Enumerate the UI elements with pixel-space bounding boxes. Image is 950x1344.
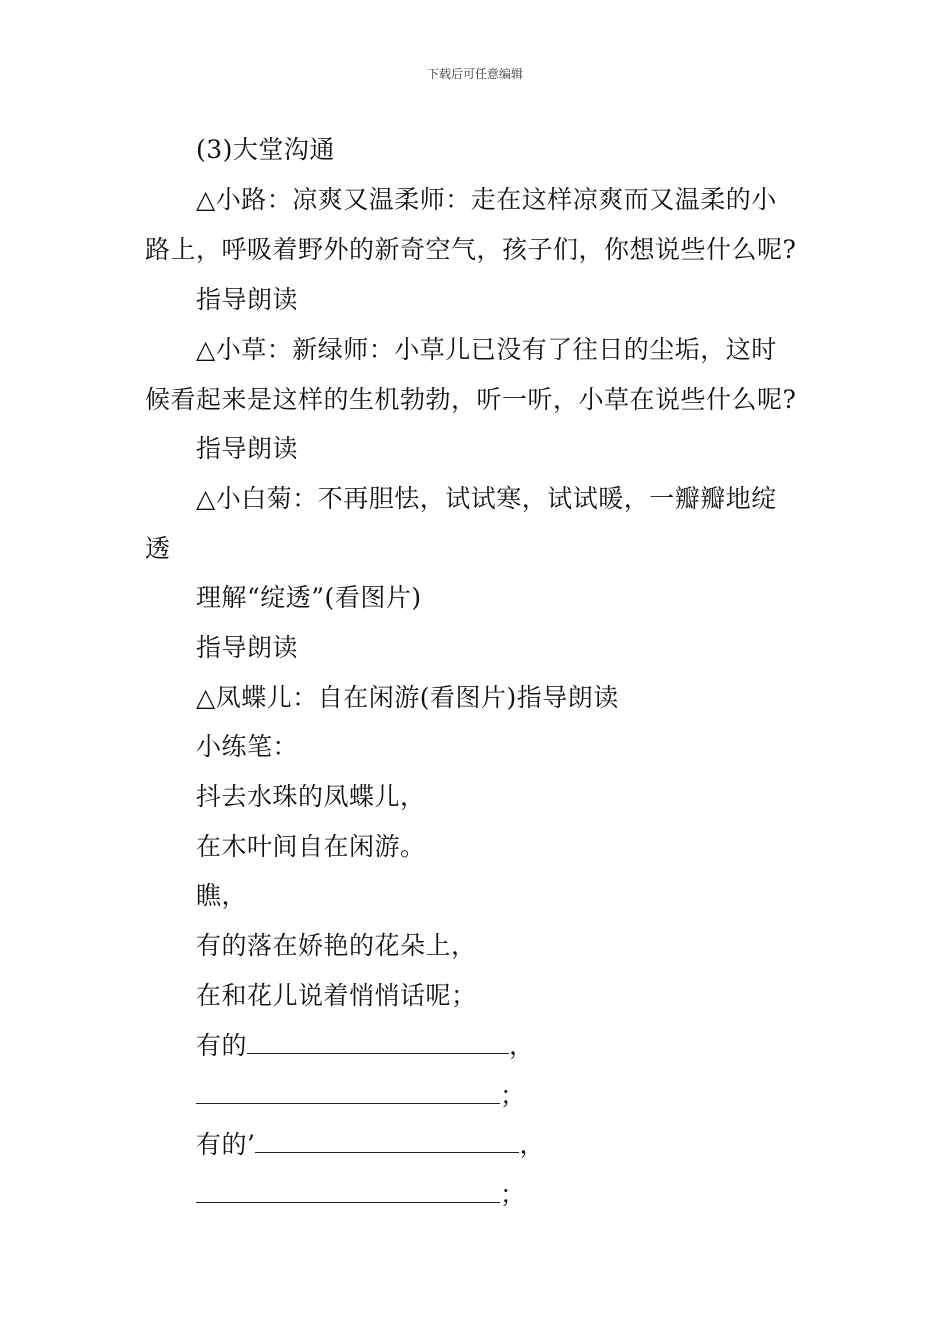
poem-line-5: 在和花儿说着悄悄话呢； bbox=[196, 981, 477, 1010]
guide-reading-3: 指导朗读 bbox=[196, 633, 299, 662]
fill-in-line-3 bbox=[196, 1129, 545, 1161]
page-header: 下载后可任意编辑 bbox=[426, 67, 523, 81]
baiju-paragraph-line-2: 透 bbox=[145, 534, 171, 563]
baiju-paragraph-line-1: △小白菊：不再胆怯，试试寒，试试暖，一瓣瓣地绽 bbox=[196, 484, 777, 513]
poem-line-1: 抖去水珠的凤蝶儿， bbox=[196, 782, 426, 811]
fill-in-blank[interactable] bbox=[255, 1130, 519, 1153]
xiaolu-paragraph-line-2: 路上，呼吸着野外的新奇空气，孩子们，你想说些什么呢? bbox=[145, 235, 797, 264]
fill-in-blank[interactable] bbox=[196, 1180, 500, 1203]
fill-in-line-4 bbox=[196, 1179, 526, 1211]
section-title: (3)大堂沟通 bbox=[196, 135, 335, 164]
xiaolu-paragraph-line-1: △小路：凉爽又温柔师：走在这样凉爽而又温柔的小 bbox=[196, 185, 777, 214]
fill-in-punctuation: ； bbox=[500, 1081, 526, 1110]
practice-title: 小练笔： bbox=[196, 732, 299, 761]
xiaocao-paragraph-line-2: 候看起来是这样的生机勃勃，听一听，小草在说些什么呢? bbox=[145, 385, 797, 414]
fill-in-punctuation: ， bbox=[509, 1031, 535, 1060]
poem-line-2: 在木叶间自在闲游。 bbox=[196, 832, 426, 861]
fill-in-punctuation: ， bbox=[519, 1130, 545, 1159]
fill-in-prefix: 有的 bbox=[196, 1031, 248, 1060]
poem-line-4: 有的落在娇艳的花朵上， bbox=[196, 931, 477, 960]
fill-in-blank[interactable] bbox=[247, 1031, 509, 1054]
fill-in-line-1 bbox=[196, 1030, 535, 1062]
fill-in-blank[interactable] bbox=[196, 1081, 500, 1104]
poem-line-3: 瞧， bbox=[196, 881, 248, 910]
guide-reading-1: 指导朗读 bbox=[196, 285, 299, 314]
xiaocao-paragraph-line-1: △小草：新绿师：小草儿已没有了往日的尘垢，这时 bbox=[196, 335, 777, 364]
understand-line: 理解“绽透”(看图片) bbox=[196, 583, 422, 612]
fill-in-prefix: 有的’ bbox=[196, 1130, 256, 1159]
fill-in-punctuation: ； bbox=[500, 1180, 526, 1209]
guide-reading-2: 指导朗读 bbox=[196, 434, 299, 463]
fill-in-line-2 bbox=[196, 1080, 526, 1112]
butterfly-paragraph: △凤蝶儿：自在闲游(看图片)指导朗读 bbox=[196, 683, 619, 712]
